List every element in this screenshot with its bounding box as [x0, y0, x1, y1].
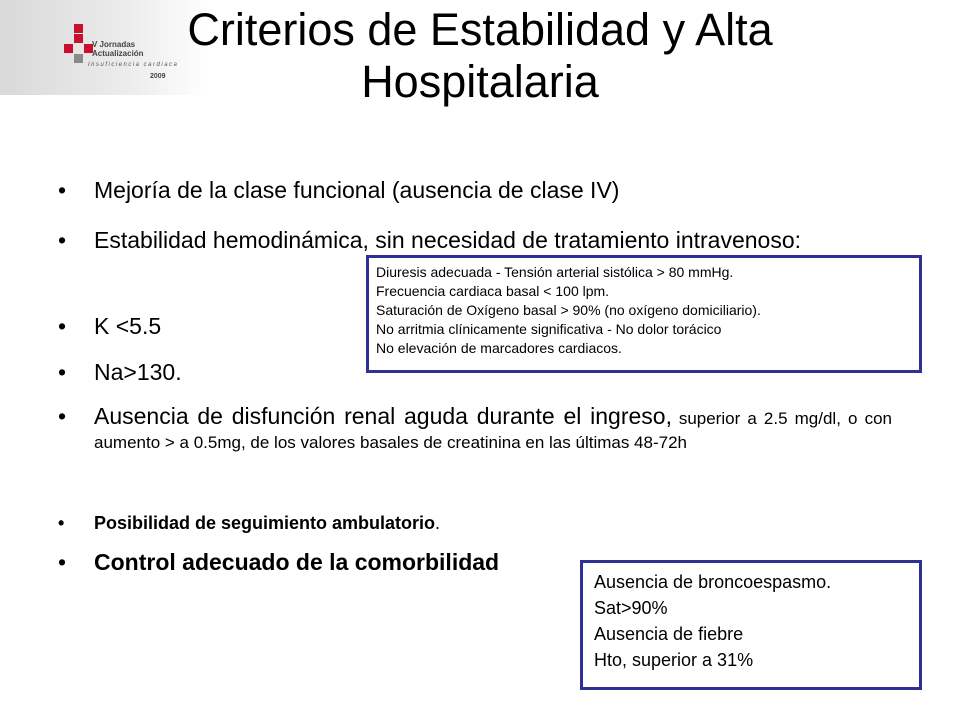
list-item-text — [94, 511, 892, 535]
list-item-text: Mejoría de la clase funcional (ausencia de clase IV) — [94, 177, 620, 203]
slide-title-line2: Hospitalaria — [361, 56, 599, 107]
logo-year: 2009 — [150, 73, 166, 80]
bullet-icon: • — [58, 513, 65, 533]
bullet-icon: • — [58, 227, 67, 253]
list-item-text: K <5.5 — [94, 313, 162, 339]
slide-title — [60, 4, 900, 108]
hemodynamic-criteria-box — [366, 255, 922, 373]
list-item-detail: superior a 2.5 mg/dl, o con aumento > a 0.5mg, de los valores basales de creatinina en las últimas 48-72h — [94, 409, 892, 452]
box-line: Sat>90% — [594, 598, 668, 618]
logo-text-edition: V Jornadas — [92, 40, 136, 49]
box-line: Ausencia de fiebre — [594, 624, 744, 644]
box-line: Ausencia de broncoespasmo. — [594, 572, 832, 592]
bullet-icon: • — [58, 177, 67, 203]
box-line: Diuresis adecuada - Tensión arterial sistólica > 80 mmHg. — [376, 264, 734, 280]
logo-text-update: Actualización — [92, 49, 144, 58]
logo-text-topic: Insuficiencia cardiaca — [88, 62, 179, 68]
box-line: Saturación de Oxígeno basal > 90% (no oxígeno domiciliario). — [376, 302, 761, 318]
comorbidity-criteria-box — [580, 560, 922, 690]
box-line: Frecuencia cardiaca basal < 100 lpm. — [376, 283, 610, 299]
box-line: No arritmia clínicamente significativa - No dolor torácico — [376, 321, 722, 337]
bullet-icon: • — [58, 403, 67, 429]
list-item-text: Control adecuado de la comorbilidad — [94, 549, 500, 575]
box-line: No elevación de marcadores cardiacos. — [376, 340, 622, 356]
list-item-lead: Ausencia de disfunción renal aguda durante el ingreso, — [94, 403, 672, 429]
slide-title-line1: Criterios de Estabilidad y Alta — [187, 4, 773, 55]
list-item-text: Estabilidad hemodinámica, sin necesidad de tratamiento intravenoso: — [94, 227, 802, 253]
bullet-icon: • — [58, 549, 67, 575]
bullet-icon: • — [58, 359, 67, 385]
box-line: Hto, superior a 31% — [594, 650, 754, 670]
list-item-detail: . — [435, 513, 441, 533]
list-item-text: Na>130. — [94, 359, 182, 385]
bullet-icon: • — [58, 313, 67, 339]
list-item-lead: Posibilidad de seguimiento ambulatorio — [94, 513, 436, 533]
list-item-text — [94, 402, 892, 454]
